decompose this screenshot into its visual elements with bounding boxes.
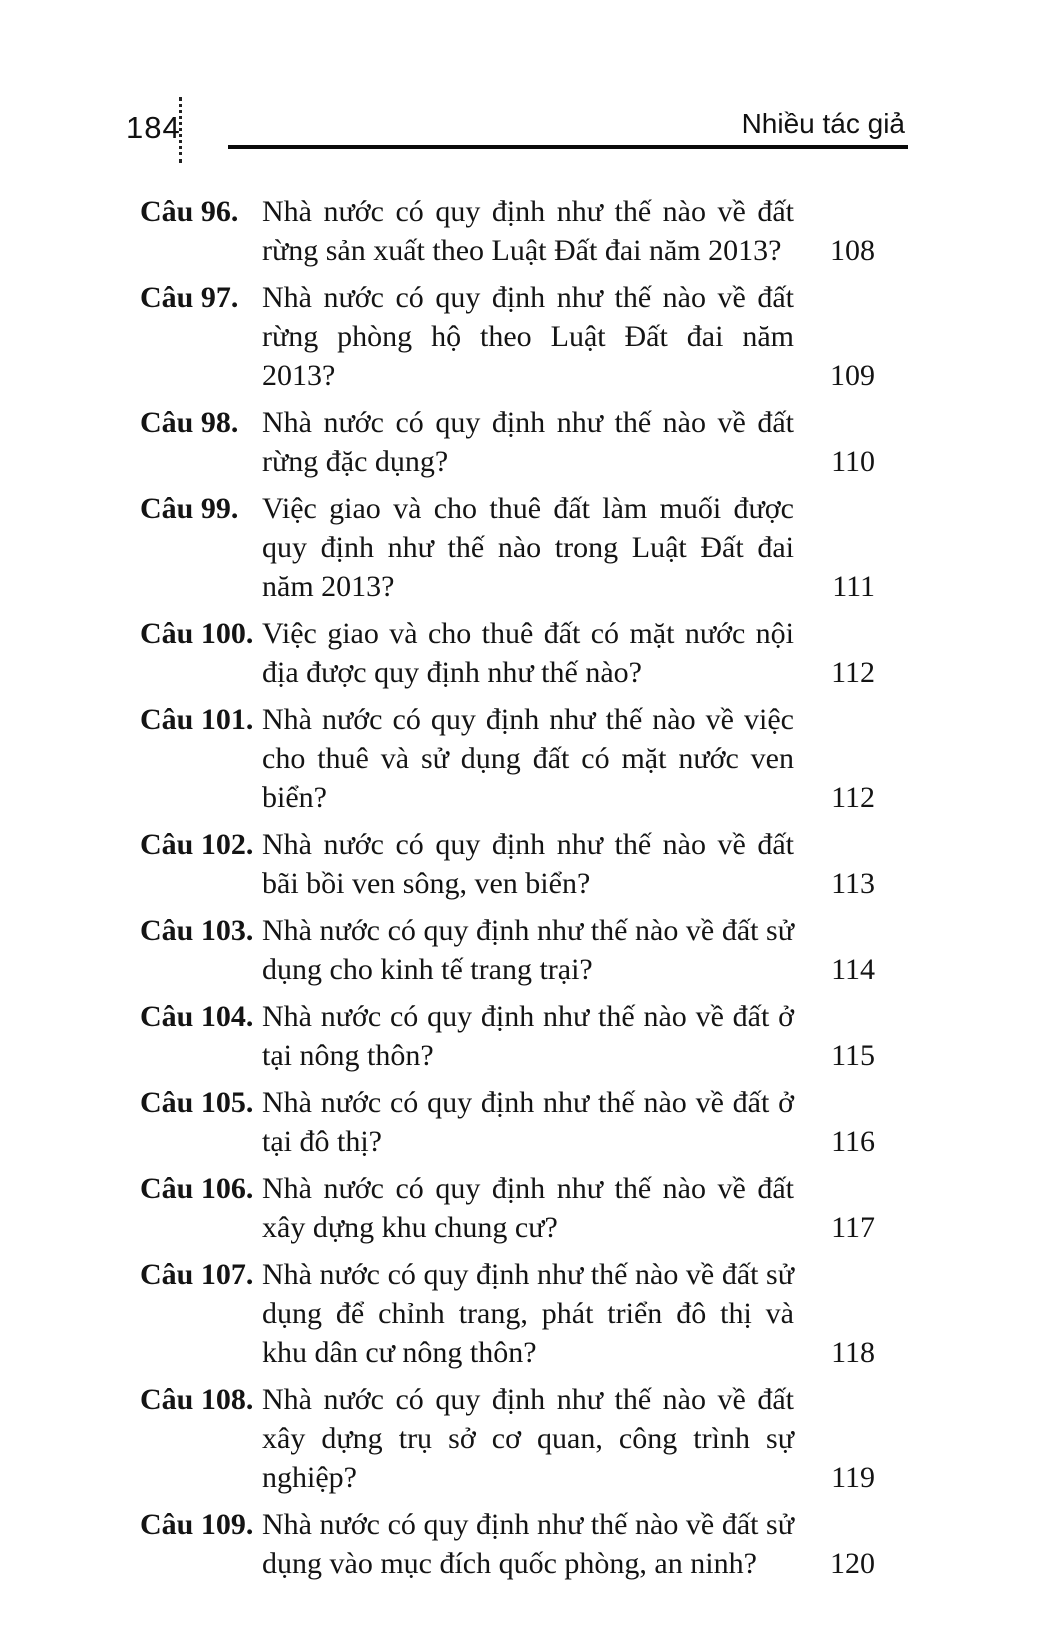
question-number: Câu 99.: [140, 492, 239, 525]
page-ref: 116: [831, 1125, 875, 1158]
page-ref: 114: [831, 953, 875, 986]
toc-list: [140, 192, 875, 1591]
question-number: Câu 104.: [140, 1000, 254, 1033]
question-text: Nhà nước có quy định như thế nào về đất xây dựng trụ sở cơ quan, công trình sự nghiệp?: [262, 1383, 794, 1494]
page-number: 184: [126, 110, 181, 145]
toc-entry: [140, 1505, 875, 1583]
question-number: Câu 103.: [140, 914, 254, 947]
question-text: Nhà nước có quy định như thế nào về đất sử dụng cho kinh tế trang trại?: [262, 914, 794, 986]
toc-entry: [140, 1169, 875, 1247]
page-ref: 109: [830, 359, 875, 392]
page-ref: 115: [831, 1039, 875, 1072]
question-number: Câu 105.: [140, 1086, 254, 1119]
question-number: Câu 98.: [140, 406, 239, 439]
question-text: Nhà nước có quy định như thế nào về đất rừng đặc dụng?: [262, 406, 794, 478]
page-ref: 118: [831, 1336, 875, 1369]
page-ref: 110: [831, 445, 875, 478]
page-ref: 119: [831, 1461, 875, 1494]
header-divider-dots: [179, 97, 182, 163]
question-number: Câu 106.: [140, 1172, 254, 1205]
question-text: Nhà nước có quy định như thế nào về đất rừng sản xuất theo Luật Đất đai năm 2013?: [262, 195, 794, 267]
toc-entry: [140, 911, 875, 989]
question-text: Nhà nước có quy định như thế nào về đất ở tại đô thị?: [262, 1086, 794, 1158]
page-ref: 112: [831, 656, 875, 689]
question-text: Nhà nước có quy định như thế nào về đất xây dựng khu chung cư?: [262, 1172, 794, 1244]
question-text: Nhà nước có quy định như thế nào về đất bãi bồi ven sông, ven biển?: [262, 828, 794, 900]
toc-entry: [140, 614, 875, 692]
question-text: Nhà nước có quy định như thế nào về đất sử dụng để chỉnh trang, phát triển đô thị và khu dân cư nông thôn?: [262, 1258, 794, 1369]
header-rule: [228, 145, 908, 149]
header-running-title: Nhiều tác giả: [741, 108, 905, 139]
toc-entry: [140, 403, 875, 481]
toc-entry: [140, 825, 875, 903]
toc-entry: [140, 192, 875, 270]
page-ref: 111: [832, 570, 875, 603]
question-number: Câu 108.: [140, 1383, 254, 1416]
question-text: Nhà nước có quy định như thế nào về đất rừng phòng hộ theo Luật Đất đai năm 2013?: [262, 281, 794, 392]
question-text: Việc giao và cho thuê đất làm muối được quy định như thế nào trong Luật Đất đai năm 2013?: [262, 492, 794, 603]
toc-entry: [140, 1255, 875, 1372]
page-ref: 113: [831, 867, 875, 900]
question-number: Câu 109.: [140, 1508, 254, 1541]
toc-entry: [140, 489, 875, 606]
question-text: Nhà nước có quy định như thế nào về đất ở tại nông thôn?: [262, 1000, 794, 1072]
question-number: Câu 100.: [140, 617, 254, 650]
question-number: Câu 107.: [140, 1258, 254, 1291]
question-number: Câu 101.: [140, 703, 254, 736]
question-number: Câu 97.: [140, 281, 239, 314]
question-number: Câu 102.: [140, 828, 254, 861]
page-ref: 117: [831, 1211, 875, 1244]
toc-entry: [140, 1083, 875, 1161]
toc-entry: [140, 700, 875, 817]
toc-entry: [140, 997, 875, 1075]
page-ref: 108: [830, 234, 875, 267]
toc-entry: [140, 278, 875, 395]
page-ref: 112: [831, 781, 875, 814]
question-number: Câu 96.: [140, 195, 239, 228]
toc-entry: [140, 1380, 875, 1497]
question-text: Nhà nước có quy định như thế nào về việc cho thuê và sử dụng đất có mặt nước ven biển?: [262, 703, 794, 814]
question-text: Việc giao và cho thuê đất có mặt nước nội địa được quy định như thế nào?: [262, 617, 794, 689]
page-ref: 120: [830, 1547, 875, 1580]
question-text: Nhà nước có quy định như thế nào về đất sử dụng vào mục đích quốc phòng, an ninh?: [262, 1508, 794, 1580]
